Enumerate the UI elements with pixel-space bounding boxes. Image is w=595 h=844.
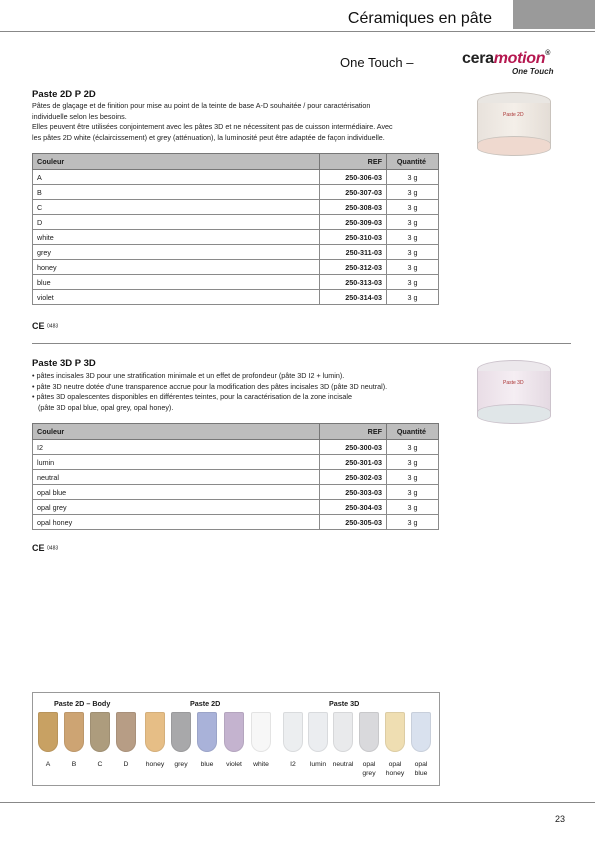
shade-swatch-7 — [224, 712, 244, 752]
table-row: lumin 250-301-03 3 g — [33, 455, 439, 470]
page-number: 23 — [555, 814, 566, 824]
col-header-ref: REF — [320, 424, 387, 440]
shade-label: neutral — [332, 761, 354, 768]
paste-2d-table — [32, 153, 439, 305]
section-desc-3d: • pâtes incisales 3D pour une stratification minimale et un effet de profondeur (pâte 3D I2 + lumin). • pâte 3D neutre dotée d'une transparence accrue pour la modification des pâtes incisales 3D (pâte 3D neutral). • pâtes 3D opalescentes disponibles en différentes teintes, pour la caractérisation de la zone incisale (pâte 3D opal blue, opal grey, opal honey). — [32, 371, 388, 412]
shade-swatch-6 — [197, 712, 217, 752]
header-rule — [0, 31, 595, 32]
table-row: grey 250-311-03 3 g — [33, 245, 439, 260]
section-title-3d: Paste 3D P 3D — [32, 358, 96, 369]
col-header-quantite: Quantité — [387, 154, 439, 170]
shade-swatch-8 — [251, 712, 271, 752]
table-row: opal blue 250-303-03 3 g — [33, 485, 439, 500]
footer-rule — [0, 802, 595, 803]
shade-label: B — [71, 761, 77, 768]
table-header-row — [33, 154, 439, 170]
section-desc-2d: Pâtes de glaçage et de finition pour mise au point de la teinte de base A-D souhaitée / pour caractérisation individuelle selon les besoins. Elles peuvent être utilisées conjointement avec les pâtes 3D et ne nécessitent pas de cuisson intermédiaire. Avec les pâtes 2D white (éclaircissement) et grey (atténuation), la luminosité peut être adaptée de façon individuelle. — [32, 101, 393, 142]
shade-label: I2 — [290, 761, 296, 768]
table-row: white 250-310-03 3 g — [33, 230, 439, 245]
shade-swatch-14 — [411, 712, 431, 752]
paste-3d-jar-image: Paste 3D — [473, 358, 553, 428]
ce-mark: CE 0483 — [32, 321, 59, 331]
page-subtitle: One Touch – — [340, 55, 414, 70]
shade-label: D — [123, 761, 129, 768]
table-header-row — [33, 424, 439, 440]
section-title-2d: Paste 2D P 2D — [32, 89, 96, 100]
shade-swatch-12 — [359, 712, 379, 752]
group-label-2d: Paste 2D — [190, 699, 221, 708]
ceramotion-logo: ceramotion® One Touch — [462, 50, 554, 76]
table-row: opal honey 250-305-03 3 g — [33, 515, 439, 530]
paste-2d-jar-image: Paste 2D — [473, 90, 553, 160]
shade-swatch-1 — [64, 712, 84, 752]
shade-swatch-4 — [145, 712, 165, 752]
shade-swatch-0 — [38, 712, 58, 752]
section-divider — [32, 343, 571, 344]
shade-swatch-11 — [333, 712, 353, 752]
shade-label: violet — [226, 761, 242, 768]
shade-label: lumin — [309, 761, 327, 768]
table-row: blue 250-313-03 3 g — [33, 275, 439, 290]
table-row: violet 250-314-03 3 g — [33, 290, 439, 305]
shade-label: opal honey — [385, 761, 405, 777]
table-row: A 250-306-03 3 g — [33, 170, 439, 185]
shade-label: honey — [145, 761, 165, 768]
table-row: neutral 250-302-03 3 g — [33, 470, 439, 485]
shade-label: opal grey — [362, 761, 376, 777]
shade-swatch-10 — [308, 712, 328, 752]
shade-swatch-3 — [116, 712, 136, 752]
table-row: D 250-309-03 3 g — [33, 215, 439, 230]
shade-swatch-13 — [385, 712, 405, 752]
shade-label: white — [253, 761, 269, 768]
group-label-3d: Paste 3D — [329, 699, 360, 708]
table-row: opal grey 250-304-03 3 g — [33, 500, 439, 515]
shade-label: blue — [200, 761, 214, 768]
col-header-quantite: Quantité — [387, 424, 439, 440]
shade-swatch-5 — [171, 712, 191, 752]
table-row: I2 250-300-03 3 g — [33, 440, 439, 455]
col-header-couleur: Couleur — [33, 154, 320, 170]
page-title: Céramiques en pâte — [347, 10, 492, 27]
shade-label: C — [97, 761, 103, 768]
table-row: B 250-307-03 3 g — [33, 185, 439, 200]
shade-label: A — [45, 761, 51, 768]
group-label-2d-body: Paste 2D – Body — [54, 699, 111, 708]
paste-3d-table — [32, 423, 439, 530]
shade-swatch-2 — [90, 712, 110, 752]
table-row: honey 250-312-03 3 g — [33, 260, 439, 275]
shade-label: grey — [174, 761, 188, 768]
corner-tab — [513, 0, 595, 29]
ce-mark: CE 0483 — [32, 543, 59, 553]
table-row: C 250-308-03 3 g — [33, 200, 439, 215]
shade-label: opal blue — [414, 761, 428, 777]
col-header-couleur: Couleur — [33, 424, 320, 440]
shade-swatch-9 — [283, 712, 303, 752]
col-header-ref: REF — [320, 154, 387, 170]
